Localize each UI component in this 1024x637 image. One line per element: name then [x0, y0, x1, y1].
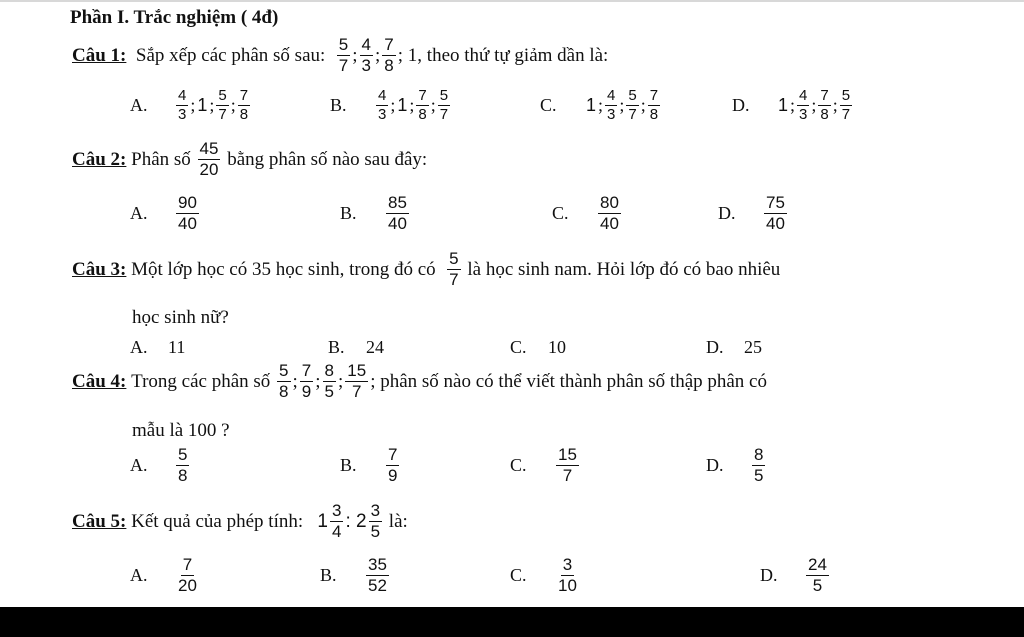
question-3: [72, 250, 780, 289]
q4-option-d[interactable]: [706, 446, 767, 485]
option-separator: ;: [832, 95, 838, 116]
question-1-tail: ; 1, theo thứ tự giảm dần là:: [397, 44, 609, 66]
fraction: $\frac{5}{8}$: [178, 445, 188, 485]
q3-option-b[interactable]: [328, 338, 384, 356]
fraction: $\frac{4}{3}$: [378, 87, 387, 123]
question-3-text: Một lớp học có 35 học sinh, trong đó có: [131, 258, 436, 280]
question-3-line2: học sinh nữ?: [132, 307, 229, 328]
option-letter: B.: [340, 203, 357, 224]
q5-expression: [317, 502, 384, 541]
q5-option-b[interactable]: [320, 556, 391, 595]
question-2-text-after: bằng phân số nào sau đây:: [227, 148, 428, 170]
q1-fraction-2: $\frac{4}{3}$: [361, 35, 372, 75]
option-value: 25: [744, 337, 762, 357]
option-letter: D.: [706, 455, 724, 476]
q4-fraction-4: $\frac{15}{7}$: [347, 361, 367, 401]
fraction: $\frac{3}{10}$: [558, 555, 577, 595]
q2-option-c[interactable]: [552, 194, 623, 233]
fraction: $\frac{7}{8}$: [418, 87, 427, 123]
fraction: $\frac{8}{5}$: [754, 445, 764, 485]
option-letter: B.: [340, 455, 357, 476]
option-separator: ;: [811, 95, 817, 116]
q1-sep-2: ;: [375, 44, 381, 66]
option-letter: A.: [130, 337, 148, 357]
bottom-black-bar: [0, 607, 1024, 637]
fraction: $\frac{7}{20}$: [178, 555, 197, 595]
option-value: 11: [168, 337, 186, 357]
question-3-label: Câu 3:: [72, 258, 127, 280]
option-number: 1: [197, 95, 208, 116]
fraction: $\frac{5}{7}$: [628, 87, 637, 123]
question-1-text: Sắp xếp các phân số sau:: [135, 44, 326, 66]
option-letter: B.: [330, 95, 347, 116]
option-separator: ;: [619, 95, 625, 116]
q2-option-d[interactable]: [718, 194, 789, 233]
option-letter: D.: [732, 95, 750, 116]
option-value: 10: [548, 337, 566, 357]
q5-operator: :: [345, 510, 351, 532]
fraction: $\frac{75}{40}$: [766, 193, 785, 233]
q1-option-c[interactable]: [540, 88, 662, 123]
q4-fraction-1: $\frac{5}{8}$: [279, 361, 289, 401]
option-separator: ;: [409, 95, 415, 116]
q4-option-b[interactable]: [340, 446, 401, 485]
question-4-text: Trong các phân số: [131, 370, 271, 392]
q1-fraction-3: $\frac{7}{8}$: [384, 35, 394, 75]
q5-fraction-1: $\frac{3}{4}$: [331, 501, 342, 541]
fraction: $\frac{85}{40}$: [388, 193, 407, 233]
q5-whole-2: 2: [356, 510, 367, 532]
question-4: Câu 4: Trong các phân số $\frac{5}{8}$ ; $\frac{7}{9}$ ; $\frac{8}{5}$ ; $\frac{15}{7}$ ; phân số nào có thể viết thành phân số thập phân có: [72, 361, 767, 401]
q3-option-a[interactable]: [130, 338, 185, 356]
top-edge-line: [0, 0, 1024, 2]
question-4-text-after: ; phân số nào có thể viết thành phân số thập phân có: [370, 370, 767, 392]
option-value: 24: [366, 337, 384, 357]
option-letter: B.: [328, 337, 345, 357]
option-separator: ;: [790, 95, 796, 116]
question-5-label: Câu 5:: [72, 510, 127, 532]
q3-option-c[interactable]: [510, 338, 566, 356]
option-letter: D.: [706, 337, 724, 357]
q4-option-a[interactable]: [130, 446, 191, 485]
q4-fraction-2: $\frac{7}{9}$: [301, 361, 312, 401]
fraction: $\frac{5}{7}$: [841, 87, 851, 123]
option-separator: ;: [598, 95, 604, 116]
q3-option-d[interactable]: [706, 338, 762, 356]
fraction: $\frac{80}{40}$: [600, 193, 619, 233]
fraction: $\frac{5}{7}$: [218, 87, 227, 123]
option-separator: ;: [640, 95, 646, 116]
option-separator: ;: [230, 95, 236, 116]
option-number: 1: [586, 95, 597, 116]
q1-fraction-1: $\frac{5}{7}$: [338, 35, 349, 75]
question-5-text: Kết quả của phép tính:: [131, 510, 304, 532]
q5-option-c[interactable]: [510, 556, 581, 595]
fraction: $\frac{15}{7}$: [558, 445, 577, 485]
q5-fraction-2: $\frac{3}{5}$: [370, 501, 381, 541]
q2-fraction: $\frac{45}{20}$: [199, 139, 219, 179]
fraction: $\frac{5}{7}$: [439, 87, 449, 123]
fraction: $\frac{4}{3}$: [178, 87, 187, 123]
question-3-text-after: là học sinh nam. Hỏi lớp đó có bao nhiêu: [467, 258, 781, 280]
question-4-label: Câu 4:: [72, 370, 127, 392]
fraction: $\frac{90}{40}$: [178, 193, 197, 233]
fraction: $\frac{24}{5}$: [808, 555, 827, 595]
option-letter: A.: [130, 455, 148, 476]
option-letter: C.: [510, 565, 527, 586]
option-separator: ;: [390, 95, 396, 116]
q5-option-a[interactable]: [130, 556, 201, 595]
q4-fraction-3: $\frac{8}{5}$: [324, 361, 334, 401]
fraction: $\frac{7}{8}$: [239, 87, 249, 123]
q2-option-b[interactable]: [340, 194, 411, 233]
option-letter: A.: [130, 565, 148, 586]
option-number: 1: [778, 95, 789, 116]
q1-option-d[interactable]: [732, 88, 854, 123]
q4-option-c[interactable]: [510, 446, 581, 485]
fraction: $\frac{7}{8}$: [649, 87, 659, 123]
option-letter: C.: [540, 95, 557, 116]
section-title: Phần I. Trắc nghiệm ( 4đ): [70, 7, 279, 28]
question-1: [72, 36, 608, 75]
option-letter: A.: [130, 95, 148, 116]
question-4-line2: mẫu là 100 ?: [132, 420, 230, 441]
fraction: $\frac{7}{9}$: [388, 445, 398, 485]
option-separator: ;: [190, 95, 196, 116]
option-letter: D.: [718, 203, 736, 224]
q2-option-a[interactable]: [130, 194, 201, 233]
option-letter: C.: [552, 203, 569, 224]
option-separator: ;: [209, 95, 215, 116]
q1-option-a[interactable]: [130, 88, 252, 123]
question-2: [72, 140, 427, 179]
question-5: [72, 502, 408, 541]
option-letter: C.: [510, 337, 527, 357]
q3-fraction: $\frac{5}{7}$: [449, 249, 459, 289]
option-letter: C.: [510, 455, 527, 476]
q1-sep-1: ;: [352, 44, 358, 66]
q5-whole-1: 1: [317, 510, 328, 532]
q5-option-d[interactable]: [760, 556, 831, 595]
fraction: $\frac{35}{52}$: [368, 555, 387, 595]
option-letter: A.: [130, 203, 148, 224]
fraction: $\frac{4}{3}$: [607, 87, 616, 123]
option-letter: B.: [320, 565, 337, 586]
question-2-label: Câu 2:: [72, 148, 127, 170]
option-separator: ;: [430, 95, 436, 116]
q1-option-b[interactable]: [330, 88, 452, 123]
fraction: $\frac{4}{3}$: [799, 87, 808, 123]
option-letter: D.: [760, 565, 778, 586]
question-5-text-after: là:: [388, 510, 408, 532]
question-1-label: Câu 1:: [72, 44, 127, 66]
fraction: $\frac{7}{8}$: [820, 87, 829, 123]
option-number: 1: [397, 95, 408, 116]
question-2-text: Phân số: [131, 148, 191, 170]
